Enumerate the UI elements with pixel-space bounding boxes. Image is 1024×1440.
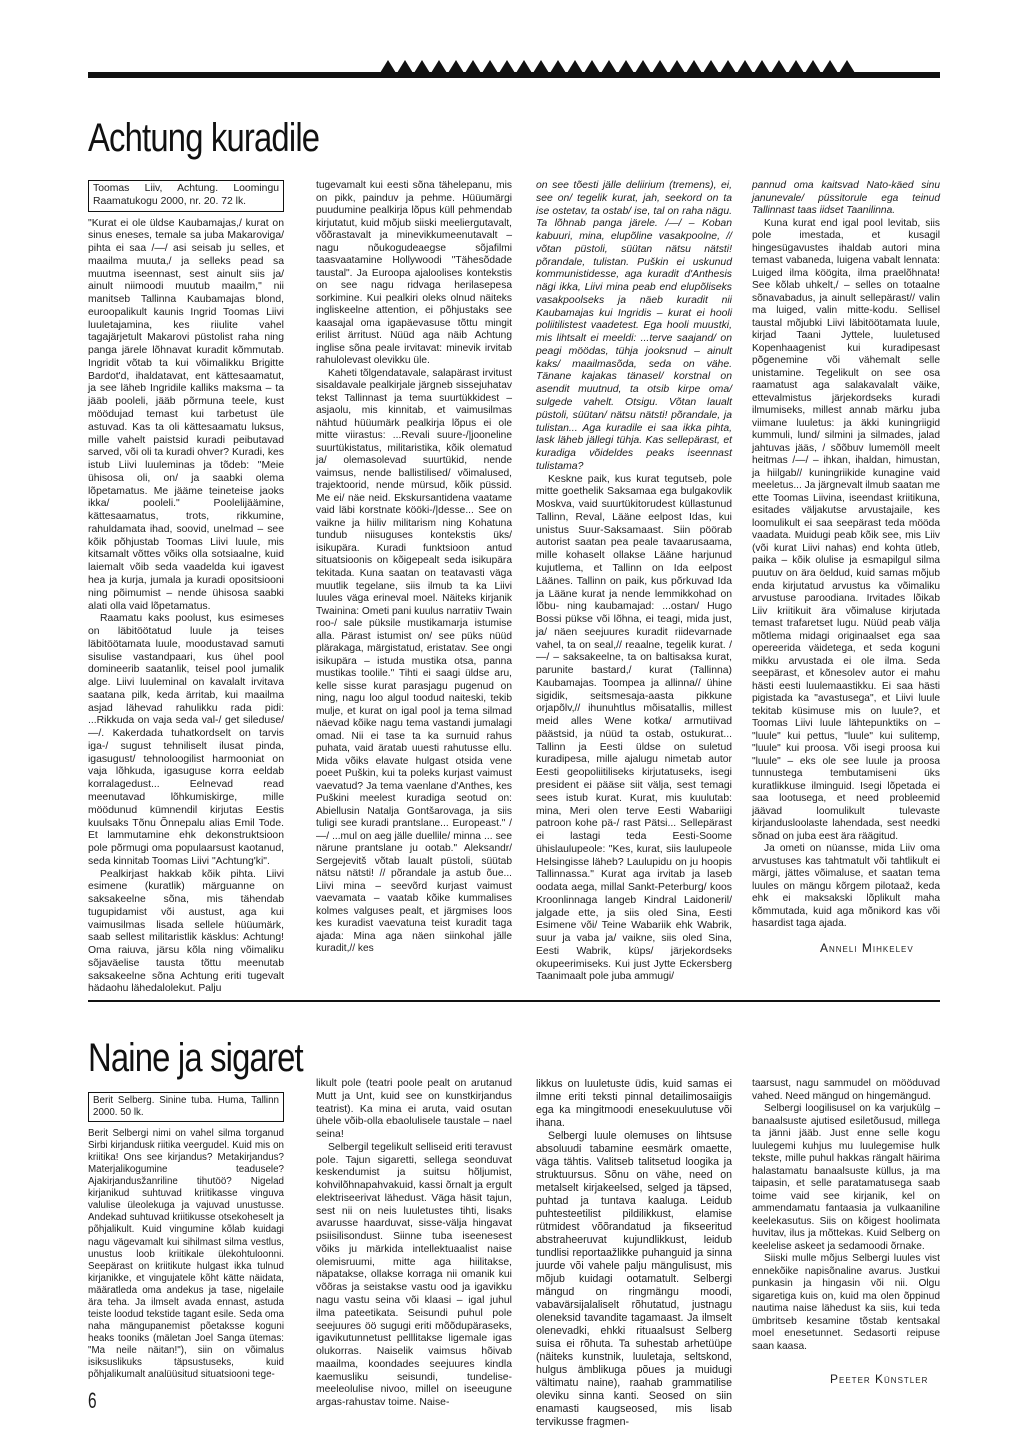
article2-paragraph: Selbergi loogilisusel on ka varjukülg – banaalsuste ajutised esiletõusud, millega ta jänni jääb. Just enne selle kogu luulegemi kuhjus mu luulegemise hulk tekste, mille puhul hakkas rängalt häirima halastamatu banaalsuste küllus, ja ma taipasin, et selle paratamatusega saab toime vaid see kirjanik, kel on ammendamatu fantaasia ja vulkaanilinе keelekasutus. Siis on kõigest hoolimata huvitav, ilus ja mõttekas. Kuid Selberg on keelelise askeet ja sedamoodi õrnake. [752,1103,940,1252]
page-number: 6 [88,1388,97,1413]
article2-paragraph: likult pole (teatri poole pealt on arutanud Mutt ja Unt, kuid see on kunstkirjandus teatrist). Ka mina ei aruta, vaid osutan ühele võib-olla ebaolulisele taustale – nael seina! [316,1078,512,1141]
article2-column-2 [316,1078,512,1410]
article1-paragraph: Pealkirjast hakkab kõik pihta. Liivi esimene (kuratlik) märguanne on saksakeelne sõna, mis tähendab tugupidamist või austust, aga kui vaimusilmas lisada sellele hüüumärk, saab sellest militaristlik käsklus: Achtung! Oma raiuva, järsu kõla ning võimaliku sõjaväelise tausta tõttu meenutab saksakeelne sõna Achtung eriti tugevalt hädaohu lähedalolekut. Palju [88,868,284,995]
article2-column-4 [752,1078,940,1353]
article2-paragraph: Siiski mulle mõjus Selbergi luules vist ennekõike napisõnaline avarus. Justkui punkasin ja hingasin või nii. Olgu sigaretiga kuis on, kuid ma olen õppinud nautima naise lähedust ka siis, kui teda ümbritseb kesamine tõstab kentsakal moel enesetunnet. Sedasorti reipuse saan kaasa. [752,1253,940,1352]
article2-paragraph: Selbergil tegelikult selliseid eriti teravust pole. Tajun sigaretti, sellega seonduvat keskendumist ja suitsu hõljumist, kohvilõhnapahvakuid, kassi õrnalt ja ergult elektriseerivat lähedust. Väga häsit tajun, sest nii on neis luuletustes tihti, lisaks avarusse haarduvat, sisse-välja hingavat psiisilisondust. Siinne tuba iseenesest võiks ju märkida intellektuaalist naise olemisruumi, mitte aga hiilitakse, näpatakse, ollakse korraga nii omanik kui võõras ja seistakse vastu ood ja igavikku nagu vastu seina või klaasi – igal juhul ilma pateetikata. Seisundi puhul pole seejuures öö sugugi eriti mõõdupäraseks, igavikutunnetust pelllitakse ligemale igas olukorras. Naiselik vaimsus hõivab maailma, koondades seejuures kindla kaemusliku seisundi, tundelise-meeleolulise nivoo, millel on iseeugune argas-rahustav toime. Naise- [316,1141,512,1409]
article2-paragraph: likkus on luuletuste üdis, kuid samas ei ilmne eriti teksti pinnal detailimosaiigis ega ka mingitmoodi enesekuulutuse või ihana. [536,1078,732,1129]
article1-column-1 [88,180,284,996]
article1-column-3 [536,180,732,984]
article1-paragraph: tugevamalt kui eesti sõna tähelepanu, mis on pikk, painduv ja pehme. Hüüumärgi puudumine pealkirja lõpus küll pehmendab kirjutatut, kuid mõjub siiski meeliergutavalt, võõrastavalt ja minevikkumeenutavalt – nagu nõukogudeaegse sõjafilmi taasvaatamine Hollywoodi "Tähesõdade taustal". Ja Euroopa ajaloolises kontekstis on see nagu ridvaga herilasepesa sorkimine. Kui pealkiri oleks olnud näiteks ingliskeelne attention, ei põhjustaks see kaasajal oma igapäevasuse tõttu mingit erilist ärritust. Nüüd aga näib Achtung inglise sõna peale irvitavat: minevik irvitab rahulolevast olevikku üle. [316,180,512,367]
article1-column-4 [752,180,940,931]
article2-paragraph: Berit Selbergi nimi on vahel silma torganud Sirbi kirjandusk riitika veergudel. Kuid mis on kriitika! Ons see kirjandus? Metakirjandus? Materjalikogumine teadusele? Ajakirjandusžanriline tihutöö? Nigelad kirjanikud suhtuvad kriitikasse vinguva valulise üleolekuga ja vajuvad unustusse. Andekad suhtuvad kriitikusse otsekoheselt ja põhjalikult. Kuid vingumine kõlab kuidagi nagu vägevamalt kui sihilmast silma vestlus, unustus loob kriitikale ülekohtuloonni. Seepärast on kriitikute hulgast ikka tulnud kirjanikke, et vingujatele kõht kätte näidata, määratleda oma andekus ja tase, nigelaile ära teha. Ja ilmselt avada ennast, astuda teiste loodud tekstide tagant esile. Seda oma naha mängupanemist põetaksse koguni heaks tooniks (mäletan Joel Sanga ütemas: "Ma neile näitan!"), siin on võimalus isiksuslikuks täpsustuseks, kuid põhjalikumalt analüüsitud situatsiooni tege- [88,1128,284,1381]
article1-paragraph: Kaheti tõlgendatavale, salapärast irvitust sisaldavale pealkirjale järgneb sissejuhatav tekst Tallinnast ja tema suurtükkidest – asjaolu, mis kinnitab, et vaimusilmas nähtud hüüumärk pealkirja lõpus ei ole mitte viirastus: ...Revali suure-/|jooneline suurtükistatus, militaristika, kõik olematud ja/ olemasolevad suurtükid, nende vaimsus, nende ballistilised/ võimalused, trajektoorid, nende mürsud, kõik püssid. Me ei/ näe neid. Ekskursantidena vaatame vaid läbi korstnate kööki-/|desse... See on vaikne ja hiiliv militarism ning Kohatuna tundub niisuguses kontekstis üks/ isikupära. Kuradi funktsioon antud situatsioonis on kõigepealt seda isikupära tekitada. Kuna saatan on teatavasti väga muutlik tegelane, siis ilmub ta ka Liivi luules väga erineval moel. Näiteks kirjanik Twainina: Ometi pani kuulus narratiiv Twain roo-/ sale püksile mustikamarja istumise alla. Pärast istumist on/ see püks nüüd plärakaga, märgistatud, eristatav. See ongi isikupära – istuda mustika otsa, panna mustikas toolile." Tihti ei saagi üldse aru, kelle sisse kurat parasjagu pugenud on ning, nagu loo algul toodud naiteski, tekib mulje, et kurat on igal pool ja tema silmad näevad kõike nagu tema vastandi jumalagi omad. Nii ei tase ta ka surnuid rahus puhata, vaid äratab uuesti rahutusse ellu. Mida võiks elavate hulgast otsida vene poeet Puškin, kui ta poleks kurjast vaimust vaevatud? Ja tema vaenlane d'Anthes, kes Puškini meelest kuradiga seotud on: Abiellusin Natalja Gontšarovaga, ja siis tuligi see kuradi prantslane... Europeast." /—/ ...mul on aeg jälle duellile/ minna ... see närune prantslane ju ootab." Aleksandr/ Sergejevitš võtab laualt püstoli, süütab nätsu nätsti! // põrandale ja astub õue... Liivi mina – seevõrd kurjast vaimust vaevamata – vaatab kõike kummalises kolmes valguses pealt, et järgmises loos kes kuradist vaevatuna teist kuradit taga ajada: Mina aga näen siinkohal jälle kuradit,// kes [316,367,512,955]
article1-signature: Anneli Mihkelev [820,941,914,955]
article1-paragraph: Kuna kurat end igal pool levitab, siis pole imestada, et kusagil hingesügavustes ihaldab autori mina temast vabaneda, luigena vabalt lennata: Luiged ilma köögita, ilma praelõhnata! See kõlab uhkelt,/ – selles on totaalne sõnavabadus, ja ainult sellepärast// valin ma luiged, valin mitte-kodu. Sellisel taustal mõjubki Liivi läbitöötamata luule, kirjad Taani Jyttele, luuletused Kopenhaagenist kui kuradipesast põgenemine või vähemalt selle unistamine. Tegelikult on see osa raamatust aga salakavalalt väike, ettevalmistus järjekordseks kuradi ilmumiseks, millest annab märku juba viimane luuletus: ja äkki kuningriigid kummuli, lund/ silmini ja silmades, jalad jahtuvas jääs, / sõõbuv lumemöll meelt heitmas /—/ – ihkan, ihaldan, himustan, ja hiilgab// kuningriikide kunagine vaid meeletus... Ja järgnevalt ilmub saatan me ette Toomas Liivina, iseendast kriitikuna, esitades väljakutse arvustajaile, kes loomulikult ei saa seepärast teda mööda vaadata. Muidugi peab kõik see, mis Liiv (või kurat Liivi nahas) end kohta ütleb, paika – kõik olulise ja esmapilgul silma puutuv on ära öeldud, kuid samas mõjub enda kirjutatud arvustus ka võimaliku arvustuse paroodiana. Irvitades lõikab Liiv kriitikuit ära võimaluse kirjutada temast trafaretset lugu. Nüüd peab välja mõtlema midagi originaalset ega saa opereerida väidetega, et seda koguni mikku arvustada ei ole ilma. Seda seepärast, et kõnesolev autor ei mahu hästi eesti luulemaastikku. Ei saa hästi pigistada ka "avastusega", et Liivi luule tekitab küsimuse mis on luule?, et Toomas Liivi luule lähtepunktiks on – "luule" kui pettus, "luule" kui sulitemp, "luule" kui proosa. Või isegi proosa kui "luule" – eks ole see luule ja proosa tunnustega tembutamiseni üks kuratlikkuse ilminguid. Isegi lõpetada ei saa lootusega, et need probleemid jäävad loomulikult tulevaste kirjandusloolaste lahendada, sest needki sõnad on juba eest ära räägitud. [752,217,940,842]
article2-signature: Peeter Künstler [830,1372,929,1386]
headline-achtung: Achtung kuradile [88,116,320,160]
article2-paragraph: taarsust, nagu sammudel on mööduvad vahed. Need mängud on hingemängud. [752,1078,940,1102]
article2-column-3 [536,1078,732,1429]
article2-citation: Berit Selberg. Sinine tuba. Huma, Tallinn 2000. 50 lk. [88,1092,284,1122]
article1-paragraph: Keskne paik, kus kurat tegutseb, pole mitte goethelik Saksamaa ega bulgakovlik Moskva, vaid suurtükitorudest küllastunud Tallinn, Reval, Lääne eelpost Idas, kui unistus Suur-Saksamaast. Siin pöörab autorist saatan pea peale tavaarusaama, mille kohaselt ollakse Lääne harjunud kujutlema, et Tallinn on Ida eelpost Läänes. Tallinn on paik, kus põrkuvad Ida ja Lääne kurat ja nende lemmikkohad on lõbu- ning kaubamajad: ...ostan/ Hugo Bossi pükse või lõhna, ei teagi, mida just, ja/ näen seejuures kuradit riidevarnade vahel, ta on seal,// reaalne, tegelik kurat. /—/ – saksakeelne, ta on baltisaksa kurat, parunite bastard,/ kurat (Tallinna) Kaubamajas. Toompea ja allinna// ühine sigidik, seitsmesaja-aasta pikkune orjapõlv,// ihunuhtlus mõisatallis, millest meid alles Wene kotka/ armutiivad päästsid, ja nüüd ta ostab, ostukurat... Tallinn ja Eesti üldse on suletud kuradipesa, mille ajalugu nimetab autor Eesti geopoliitiliseks kirjutatuseks, isegi president ei pääse siit välja, sest temagi sees istub kurat. Kurat, mis kuulutab: mina, Meri olen terve Eesti Wabariigi patroon kohe pä-/ rast Pätsi... Sellepärast ei lastagi teda Eesti-Soome ühislaulupeole: "Kes, kurat, siis laulupeole Helsingisse läheb? Laulupidu on ju hoopis Tallinnassa." Kurat aga irvitab ja laseb oodata aega, millal Sankt-Peterburg/ koos Kroonlinnaga langeb Kindral Laidoneril/ jalgade ette, ja siis oled Sina, Eesti Esimene või/ Teine Wabariik ehk Wabrik, suur ja vaba ja/ vaikne, siis oled Sina, Eesti Wabrik, küps/ järjekordseks okupeerimiseks. Kui just Jytte Eckersberg Taanimaalt pole juba ammugi/ [536,473,732,983]
article1-paragraph: on see tõesti jälle deliirium (tremens), ei, see on/ tegelik kurat, jah, seekord on ta ise ostetav, ta ostab/ ise, tal on raha nägu. Ta lõhnab panga järele. /—/ – Koban kabuuri, mina, elupõline vasakpoolne, // võtan püstoli, süütan nätsu nätsti! põrandale, tulistan. Puškin ei uskunud kommunistidesse, aga kuradit d'Anthesis nägi ikka, Liivi mina peab end elupõliseks vasakpoolseks ja näeb kuradit nii Kaubamajas kui Ingridis – kurat ei hooli poliitilistest vaadetest. Ega hooli muustki, mis lihtsalt ei meeldi: ...terve saajand/ on peagi möödas, tühja jooksnud – ainult kaks/ maailmasõda, seda on vähe. Tänane kajakas tänasel/ korstnal on asendit muutnud, ta otsib kirpe oma/ sulgede vahelt. Otsigu. Võtan laualt püstoli, süütan/ nätsu nätsti! põrandale, ja tulistan... Aga kuradile ei saa ikka pihta, lask läheb jällegi tühja. Kas sellepärast, et kuradiga võideldes peaks iseennast tulistama? [536,180,732,472]
article1-citation: Toomas Liiv, Achtung. Loomingu Raamatukogu 2000, nr. 20. 72 lk. [88,180,284,212]
article1-column-2 [316,180,512,956]
article2-column-1 [88,1092,284,1381]
article1-paragraph: "Kurat ei ole üldse Kaubamajas,/ kurat on sinus eneses, temale sa juba Makaroviga/ pihta ei saa /—/ asi seisab ju selles, et maailma muuta,/ ja selleks pead sa muutma iseennast, sest ainult siis ja/ ainult niimoodi muutub maailm," nii manitseb Tallinna Kaubamajas blond, euroopalikult kaunis Ingrid Toomas Liivi luuletajamina, kes riiulite vahel tagajärjetult Makarovi püstolist raha ning panga järele lõhnavat kuradit kõmmutab. Ingridit võtab ta kui võimalikku Brigitte Bardot'd, ihaldatavat, ent kättesaamatut, ja see läheb Ingridile kalliks maksma – ta jääb pooleli, jääb põrmuna teele, kust möödujad temast kui tarbetust üle astuvad. Kas ta oli kättesaamatu luksus, mille vahelt paistsid kuradi peibutavad sarved, või oli ta kuradi ohver? Kuradi, kes istub Liivi luuleminas ja tõdeb: "Meie ühisosa oli, on/ ja saabki olema lõpetamatus. Me jääme teineteise jaoks ikka/ pooleli." Poolelijäämine, kättesaamatus, trots, rikkumine, rahuldamata ihad, soovid, unelmad – see kõik põhjustab Toomas Liivi luule, mis kitsamalt võttes võiks olla sotsiaalne, kuid laiemalt võib seda vaadelda kui igavest hea ja kurja, jumala ja kuradi opositsiooni ning põimumist – nende ühisosa saabki alati olla vaid lõpetamatus. [88,217,284,612]
article1-paragraph: pannud oma kaitsvad Nato-käed sinu janunevale/ püssitorule ega teinud Tallinnast taas iidset Taanilinna. [752,180,940,217]
headline-naine-ja-sigaret: Naine ja sigaret [88,1036,303,1080]
article1-paragraph: Ja ometi on nüansse, mida Liiv oma arvustuses kas tahtmatult või tahtlikult ei märgi, jättes võimaluse, et saatan tema luules on mängu kõrgem pilotaaž, keda ehk ei maksakski lõplikult maha kõmmutada, kuid aga mõnikord kas või hasardist taga ajada. [752,843,940,930]
article1-paragraph: Raamatu kaks poolust, kus esimeses on läbitöötatud luule ja teises läbitöötamata luule, moodustavad samuti sisulise vastandpaari, kus ühel pool domineerib saatanlik, teisel pool jumalik alge. Liivi luuleminal on kavalalt irvitava saatana pilk, keda ärritab, kui maailma asjad lähevad rahulikku rada pidi: ...Rikkuda on vaja seda val-/ get sileduse/—/. Kakerdada tuhatkordselt on tarvis iga-/ sugust tehniliselt ilusat pinda, igasugust/ tehnoloogilist harmooniat on vaja lõhkuda, igasuguse korra eeldab korralagedust... Eelnevad read meenutavad lõhkumiskirge, mille möödunud kümnendil kirjutas Eestis kuulsaks Tõnu Õnnepalu alias Emil Tode. Et lammutamine ehk dekonstruktsioon pole põrmugi oma populaarsust kaotanud, seda kinnitab Toomas Liivi "Achtung'ki". [88,613,284,867]
article2-paragraph: Selbergi luule olemuses on lihtsuse absoluudi tabamine eesmärk omaette, väga tähtis. Valitseb talitsetud loogika ja struktuursus. Sõnu on vähe, need on metalselt kirjakeelsed, selged ja täpsed, puhtad ja tuntava kaaluga. Leidub puhtesteetilist pildilikkust, elamise rütmidest võõrandatud ja fikseeritud abstraheeruvat kujundlikkust, leidub tundlisi reportaažlikke puhanguid ja sinna juurde või vahele palju mängulisust, mis mõjub kuidagi ootamatult. Selbergi mängud on ringmängu moodi, vabavärsijalaliselt rõhutatud, justnagu oleneksid tavandite tagamaast. Ja ilmselt olenevadki, ehkki rituaalsust Selberg suisa ei rõhuta. Ta suhestab arhetüüpe (näiteks kunstnik, luuletaja, seltskond, hulgus ämblikuga põues ja muidugi vältimatu naine), raahab grammatilise oleviku sinna kanti. Seosed on siin enamasti kaugseosed, mis lisab tervikusse fragmen- [536,1130,732,1428]
triangle-ornament [380,60,855,74]
section-divider [88,1000,940,1002]
